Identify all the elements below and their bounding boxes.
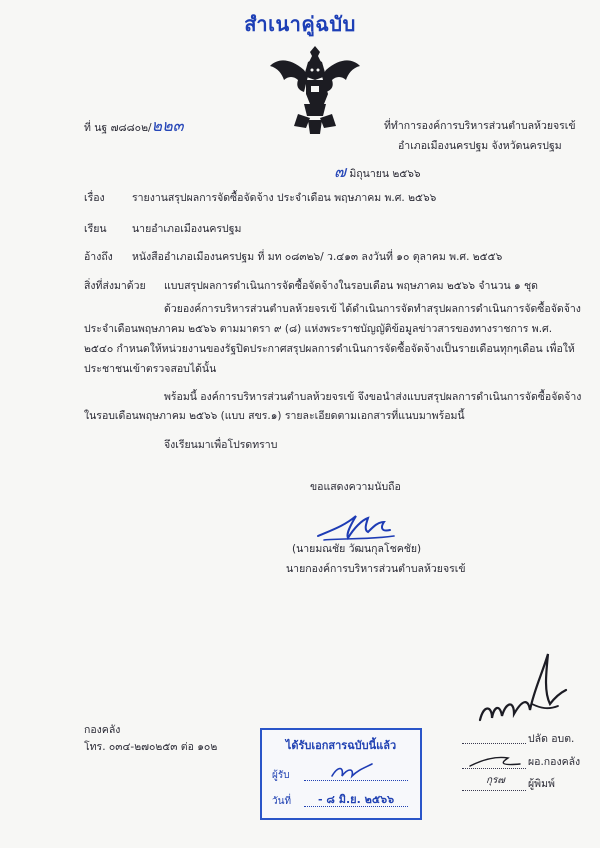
closing-regards: ขอแสดงความนับถือ — [310, 481, 401, 493]
handwritten-signature-icon — [314, 500, 400, 544]
copy-stamp: สำเนาคู่ฉบับ — [244, 12, 356, 36]
paragraph-2-line-2: ในรอบเดือนพฤษภาคม ๒๕๖๖ (แบบ สขร.๑) รายละเอียดตามเอกสารที่แนบมาพร้อมนี้ — [84, 410, 465, 422]
date-day-handwritten: ๗ — [334, 162, 347, 181]
receipt-date-label: วันที่ — [272, 796, 292, 807]
subject-label: เรื่อง — [84, 192, 105, 204]
typist-line — [462, 790, 526, 791]
garuda-emblem-icon — [268, 40, 362, 136]
subject-text: รายงานสรุปผลการจัดซื้อจัดจ้าง ประจำเดือน พฤษภาคม พ.ศ. ๒๕๖๖ — [132, 192, 437, 204]
document-number-prefix: ที่ นฐ ๗๘๘๐๒/ — [84, 122, 152, 134]
receipt-stamp-title: ได้รับเอกสารฉบับนี้แล้ว — [285, 739, 397, 752]
recipient-text: นายอำเภอเมืองนครปฐม — [132, 223, 242, 235]
department-phone: โทร. ๐๓๔-๒๗๐๒๕๓ ต่อ ๑๐๒ — [84, 741, 218, 753]
deputy-label: ปลัด อบต. — [528, 733, 575, 745]
reference-label: อ้างถึง — [84, 251, 113, 263]
enclosure-label: สิ่งที่ส่งมาด้วย — [84, 280, 146, 292]
enclosure-text: แบบสรุปผลการดำเนินการจัดซื้อจัดจ้างในรอบเดือน พฤษภาคม ๒๕๖๖ จำนวน ๑ ชุด — [164, 280, 538, 292]
document-number-handwritten: ๒๒๓ — [151, 116, 184, 135]
paragraph-1-line-2: ประจำเดือนพฤษภาคม ๒๕๖๖ ตามมาตรา ๙ (๘) แห่งพระราชบัญญัติข้อมูลข่าวสารของทางราชการ พ.ศ. — [84, 323, 553, 335]
date-month-year: มิถุนายน ๒๕๖๖ — [349, 168, 421, 180]
director-label: ผอ.กองคลัง — [528, 756, 581, 768]
document-date — [334, 162, 421, 183]
reference-text: หนังสืออำเภอเมืองนครปฐม ที่ มท ๐๘๓๒๖/ ว.๔๑๓ ลงวันที่ ๑๐ ตุลาคม พ.ศ. ๒๕๕๖ — [132, 251, 503, 263]
paragraph-1-line-1: ด้วยองค์การบริหารส่วนตำบลห้วยจรเข้ ได้ดำเนินการจัดทำสรุปผลการดำเนินการจัดซื้อจัดจ้าง — [164, 303, 581, 315]
document-number — [84, 116, 184, 137]
signer-name: (นายมณชัย วัฒนกุลโชคชัย) — [292, 543, 422, 555]
department-name: กองคลัง — [84, 724, 121, 736]
issuer-line-2: อำเภอเมืองนครปฐม จังหวัดนครปฐม — [398, 140, 562, 152]
signer-position: นายกองค์การบริหารส่วนตำบลห้วยจรเข้ — [286, 563, 466, 575]
paragraph-1-line-4: ประชาชนเข้าตรวจสอบได้นั้น — [84, 363, 217, 375]
deputy-line — [462, 743, 526, 744]
typist-label: ผู้พิมพ์ — [528, 778, 555, 790]
issuer-line-1: ที่ทำการองค์การบริหารส่วนตำบลห้วยจรเข้ — [384, 120, 576, 132]
paragraph-2-line-1: พร้อมนี้ องค์การบริหารส่วนตำบลห้วยจรเข้ จึงขอนำส่งแบบสรุปผลการดำเนินการจัดซื้อจัดจ้าง — [164, 391, 582, 403]
closing-request: จึงเรียนมาเพื่อโปรดทราบ — [164, 439, 278, 451]
receiver-initials-icon — [328, 760, 378, 782]
approval-signature-icon — [470, 640, 570, 740]
receipt-date-value: - ๘ มิ.ย. ๒๕๖๖ — [318, 793, 395, 806]
paragraph-1-line-3: ๒๕๔๐ กำหนดให้หน่วยงานของรัฐปิดประกาศสรุปผลการดำเนินการจัดซื้อจัดจ้างเป็นรายเดือนทุกๆเดือน เพื่อให้ — [84, 343, 575, 355]
typist-initials: กุร๗ — [486, 775, 505, 786]
recipient-label: เรียน — [84, 223, 107, 235]
receipt-receiver-label: ผู้รับ — [272, 770, 290, 781]
director-initials-icon — [468, 752, 524, 770]
receipt-stamp — [260, 728, 422, 820]
